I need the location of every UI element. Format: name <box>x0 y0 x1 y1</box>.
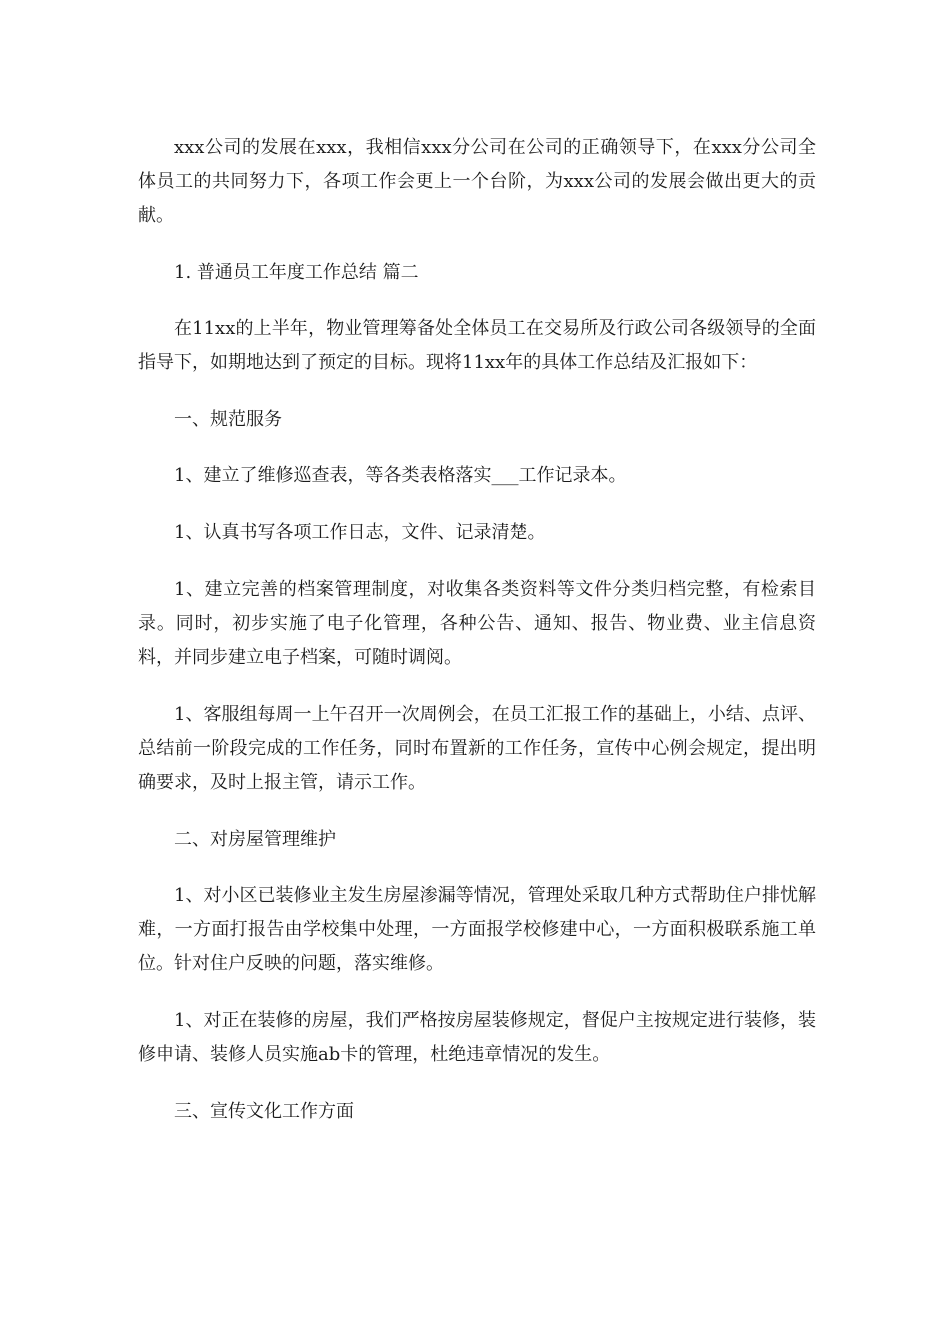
section-title-summary-part-two: 1. 普通员工年度工作总结 篇二 <box>174 262 419 283</box>
document-body <box>138 131 816 1151</box>
paragraph-renovation-management: 1、对正在装修的房屋，我们严格按房屋装修规定，督促户主按规定进行装修，装修申请、装修人员实施ab卡的管理，杜绝违章情况的发生。 <box>138 1010 816 1065</box>
paragraph-company-development: xxx公司的发展在xxx，我相信xxx分公司在公司的正确领导下，在xxx分公司全体员工的共同努力下，各项工作会更上一个台阶，为xxx公司的发展会做出更大的贡献。 <box>138 137 816 226</box>
paragraph-archive-management: 1、建立完善的档案管理制度，对收集各类资料等文件分类归档完整，有检索目录。同时，初步实施了电子化管理，各种公告、通知、报告、物业费、业主信息资料，并同步建立电子档案，可随时调阅。 <box>138 579 816 668</box>
heading-publicity-culture: 三、宣传文化工作方面 <box>174 1101 354 1122</box>
paragraph-inspection-forms: 1、建立了维修巡查表，等各类表格落实___工作记录本。 <box>174 465 627 486</box>
paragraph-first-half-overview: 在11xx的上半年，物业管理筹备处全体员工在交易所及行政公司各级领导的全面指导下，如期地达到了预定的目标。现将11xx年的具体工作总结及汇报如下： <box>138 318 816 373</box>
paragraph-work-logs: 1、认真书写各项工作日志，文件、记录清楚。 <box>174 522 546 543</box>
paragraph-weekly-meeting: 1、客服组每周一上午召开一次周例会，在员工汇报工作的基础上，小结、点评、总结前一阶段完成的工作任务，同时布置新的工作任务，宣传中心例会规定，提出明确要求，及时上报主管，请示工作。 <box>138 704 816 793</box>
paragraph-leakage-handling: 1、对小区已装修业主发生房屋渗漏等情况，管理处采取几种方式帮助住户排忧解难，一方面打报告由学校集中处理，一方面报学校修建中心，一方面积极联系施工单位。针对住户反映的问题，落实维修。 <box>138 885 816 974</box>
heading-standard-service: 一、规范服务 <box>174 409 282 430</box>
heading-house-maintenance: 二、对房屋管理维护 <box>174 829 336 850</box>
